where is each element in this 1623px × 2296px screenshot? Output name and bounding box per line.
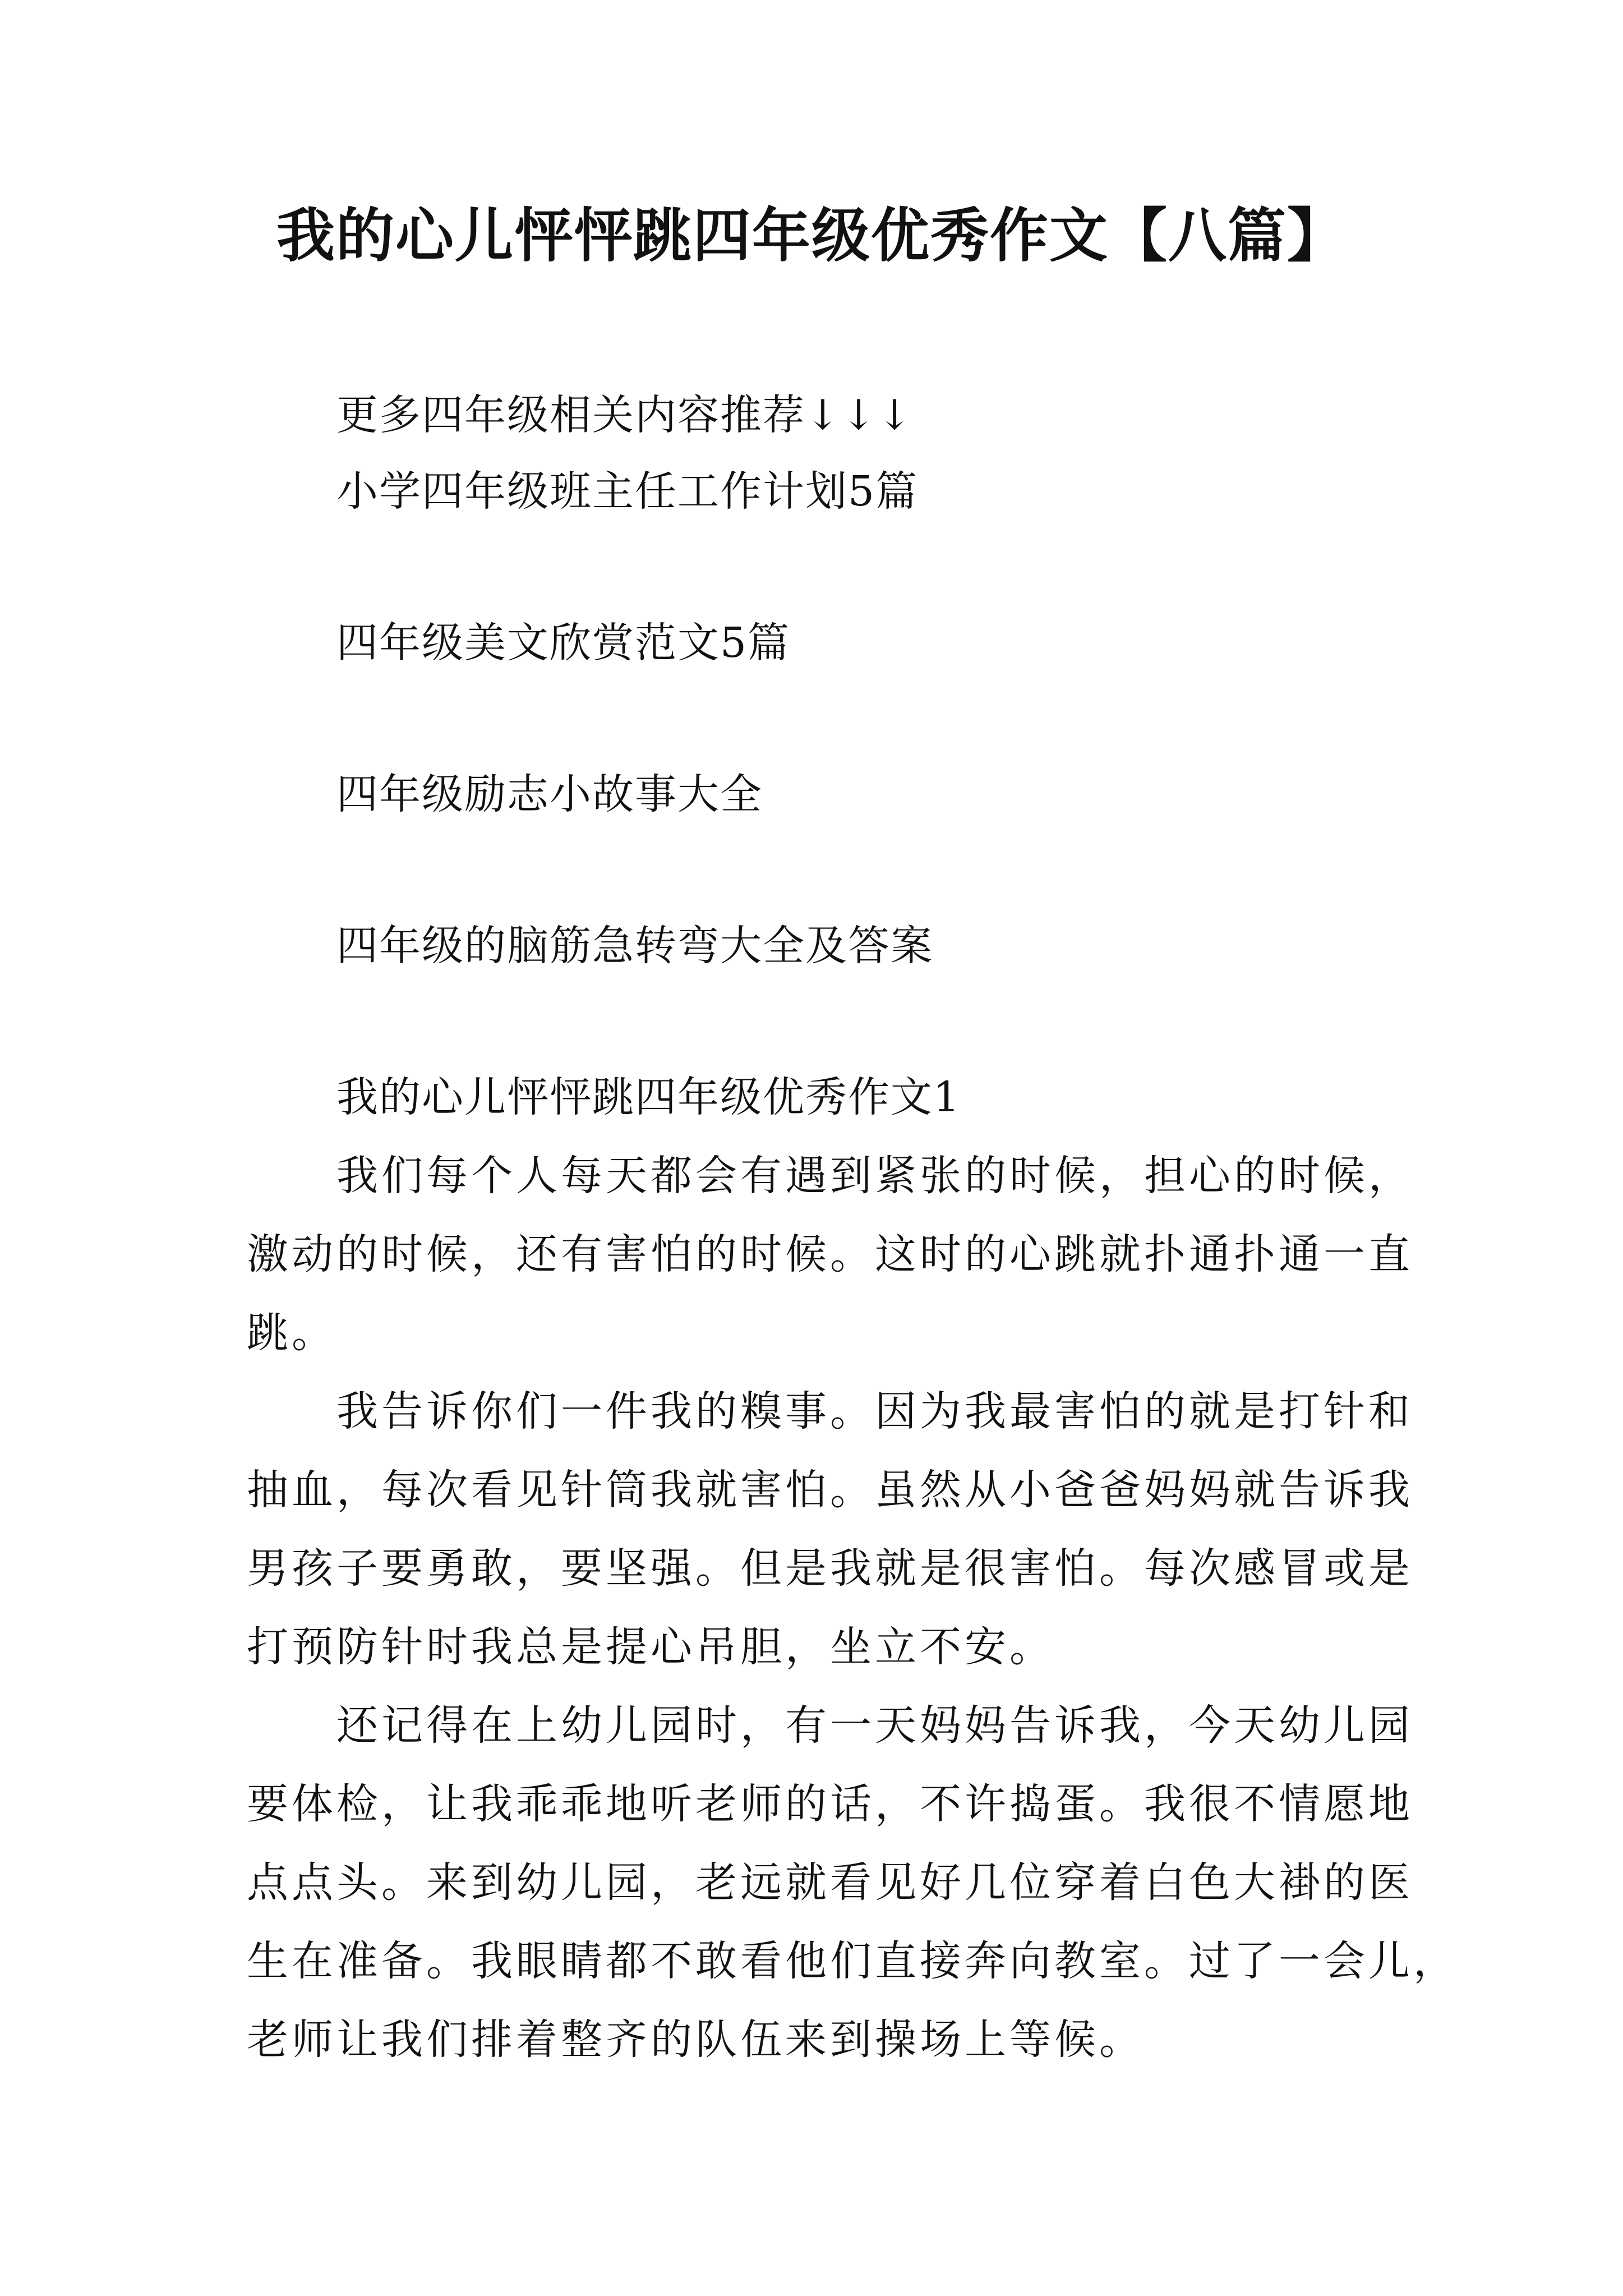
- recommend-header: 更多四年级相关内容推荐↓↓↓: [336, 391, 914, 439]
- related-link[interactable]: 四年级的脑筋急转弯大全及答案: [336, 922, 933, 970]
- related-link[interactable]: 四年级励志小故事大全: [336, 770, 763, 818]
- related-link[interactable]: 四年级美文欣赏范文5篇: [336, 619, 791, 667]
- document-title: 我的心儿怦怦跳四年级优秀作文【八篇】: [276, 201, 1347, 270]
- paragraph-line: 点点头。来到幼儿园，老远就看见好几位穿着白色大褂的医: [247, 1858, 1413, 1907]
- related-link[interactable]: 小学四年级班主任工作计划5篇: [336, 467, 919, 516]
- paragraph-line: 还记得在上幼儿园时，有一天妈妈告诉我，今天幼儿园: [336, 1701, 1413, 1750]
- paragraph-line: 我告诉你们一件我的糗事。因为我最害怕的就是打针和: [336, 1387, 1413, 1435]
- paragraph-line: 生在准备。我眼睛都不敢看他们直接奔向教室。过了一会儿，: [247, 1937, 1458, 1985]
- paragraph-line: 打预防针时我总是提心吊胆，坐立不安。: [247, 1623, 1054, 1671]
- paragraph-line: 抽血，每次看见针筒我就害怕。虽然从小爸爸妈妈就告诉我: [247, 1466, 1413, 1514]
- paragraph-line: 老师让我们排着整齐的队伍来到操场上等候。: [247, 2016, 1144, 2064]
- essay-heading: 我的心儿怦怦跳四年级优秀作文1: [336, 1073, 961, 1121]
- paragraph-line: 跳。: [247, 1309, 336, 1357]
- paragraph-line: 要体检，让我乖乖地听老师的话，不许捣蛋。我很不情愿地: [247, 1780, 1413, 1828]
- paragraph-line: 激动的时候，还有害怕的时候。这时的心跳就扑通扑通一直: [247, 1230, 1413, 1278]
- paragraph-line: 男孩子要勇敢，要坚强。但是我就是很害怕。每次感冒或是: [247, 1544, 1413, 1593]
- paragraph-line: 我们每个人每天都会有遇到紧张的时候，担心的时候，: [336, 1152, 1413, 1200]
